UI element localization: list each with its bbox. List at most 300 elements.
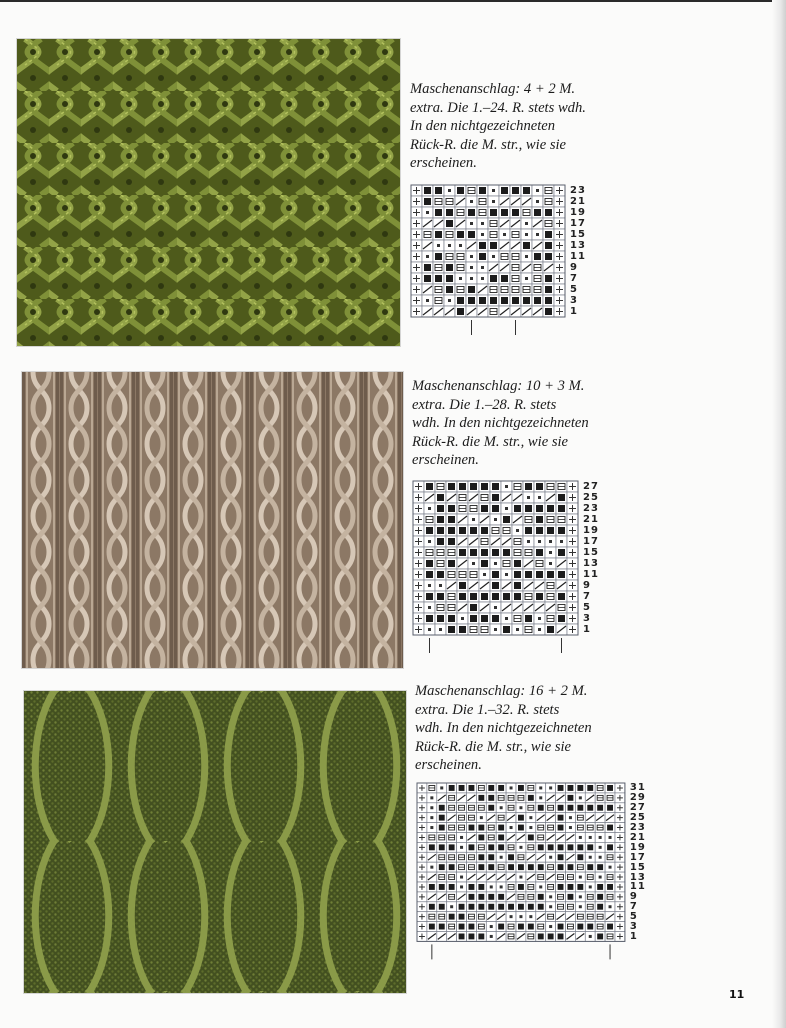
description-line: Maschenanschlag: 4 + 2 M.	[410, 81, 576, 97]
dot-symbol	[538, 540, 541, 543]
purl-symbol	[459, 582, 466, 589]
pattern-description-1	[410, 80, 586, 173]
purl-symbol	[479, 187, 486, 194]
dot-symbol	[569, 826, 572, 829]
purl-symbol	[567, 884, 573, 890]
description-line: extra. Die 1.–32. R. stets	[415, 701, 560, 718]
purl-symbol	[501, 275, 508, 282]
description-line: Maschenanschlag: 10 + 3 M.	[412, 378, 585, 394]
purl-symbol	[488, 854, 494, 860]
dot-symbol	[430, 826, 433, 829]
dot-symbol	[549, 786, 552, 789]
purl-symbol	[512, 297, 519, 304]
dot-symbol	[538, 628, 541, 631]
description-line: wdh. In den nichtgezeichneten	[415, 720, 592, 737]
purl-symbol	[449, 914, 455, 920]
dot-symbol	[589, 885, 592, 888]
purl-symbol	[478, 894, 484, 900]
dot-symbol	[460, 885, 463, 888]
purl-symbol	[481, 483, 488, 490]
purl-symbol	[577, 924, 583, 930]
purl-symbol	[439, 904, 445, 910]
purl-symbol	[597, 904, 603, 910]
dot-symbol	[430, 866, 433, 869]
purl-symbol	[536, 527, 543, 534]
purl-symbol	[518, 825, 524, 831]
row-number: 27	[629, 802, 646, 814]
dot-symbol	[529, 826, 532, 829]
purl-symbol	[536, 571, 543, 578]
purl-symbol	[435, 231, 442, 238]
purl-symbol	[577, 805, 583, 811]
purl-symbol	[558, 924, 564, 930]
purl-symbol	[459, 914, 465, 920]
row-number: 5	[570, 284, 578, 295]
description-line: In den nichtgezeichneten	[410, 118, 556, 135]
purl-symbol	[514, 593, 521, 600]
purl-symbol	[424, 198, 431, 205]
row-number: 17	[570, 218, 586, 229]
purl-symbol	[488, 904, 494, 910]
purl-symbol	[426, 571, 433, 578]
dot-symbol	[505, 507, 508, 510]
row-number: 3	[629, 921, 638, 933]
row-number: 9	[583, 580, 591, 591]
purl-symbol	[558, 884, 564, 890]
description-line: erscheinen.	[410, 155, 477, 172]
dot-symbol	[481, 233, 484, 236]
dot-symbol	[430, 796, 433, 799]
purl-symbol	[470, 593, 477, 600]
row-number: 19	[583, 525, 599, 536]
purl-symbol	[545, 242, 552, 249]
purl-symbol	[492, 571, 499, 578]
purl-symbol	[503, 549, 510, 556]
purl-symbol	[558, 933, 564, 939]
purl-symbol	[567, 844, 573, 850]
dot-symbol	[549, 905, 552, 908]
purl-symbol	[424, 275, 431, 282]
purl-symbol	[498, 894, 504, 900]
purl-symbol	[597, 933, 603, 939]
dot-symbol	[549, 856, 552, 859]
dot-symbol	[460, 876, 463, 879]
dot-symbol	[609, 866, 612, 869]
purl-symbol	[490, 209, 497, 216]
purl-symbol	[481, 527, 488, 534]
purl-symbol	[481, 593, 488, 600]
knit-swatch-photo-2	[22, 372, 403, 668]
purl-symbol	[429, 884, 435, 890]
dot-symbol	[428, 507, 431, 510]
purl-symbol	[528, 864, 534, 870]
purl-symbol	[503, 593, 510, 600]
purl-symbol	[547, 505, 554, 512]
purl-symbol	[528, 924, 534, 930]
dot-symbol	[426, 299, 429, 302]
row-number: 1	[570, 306, 578, 317]
dot-symbol	[529, 915, 532, 918]
purl-symbol	[446, 286, 453, 293]
purl-symbol	[538, 844, 544, 850]
dot-symbol	[529, 816, 532, 819]
purl-symbol	[490, 242, 497, 249]
purl-symbol	[439, 805, 445, 811]
row-number: 29	[629, 792, 646, 804]
purl-symbol	[567, 795, 573, 801]
dot-symbol	[579, 796, 582, 799]
purl-symbol	[459, 483, 466, 490]
purl-symbol	[558, 593, 565, 600]
dot-symbol	[536, 189, 539, 192]
dot-symbol	[579, 895, 582, 898]
purl-symbol	[501, 187, 508, 194]
dot-symbol	[500, 885, 503, 888]
purl-symbol	[459, 785, 465, 791]
dot-symbol	[510, 915, 513, 918]
purl-symbol	[439, 924, 445, 930]
purl-symbol	[558, 505, 565, 512]
dot-symbol	[539, 885, 542, 888]
dot-symbol	[549, 925, 552, 928]
purl-symbol	[468, 924, 474, 930]
purl-symbol	[424, 264, 431, 271]
purl-symbol	[468, 297, 475, 304]
purl-symbol	[492, 582, 499, 589]
pattern-description-3	[415, 682, 592, 775]
purl-symbol	[534, 297, 541, 304]
purl-symbol	[528, 834, 534, 840]
purl-symbol	[528, 904, 534, 910]
dot-symbol	[494, 562, 497, 565]
purl-symbol	[558, 825, 564, 831]
purl-symbol	[448, 483, 455, 490]
row-number: 23	[629, 822, 646, 834]
dot-symbol	[483, 573, 486, 576]
purl-symbol	[536, 516, 543, 523]
purl-symbol	[525, 571, 532, 578]
purl-symbol	[439, 844, 445, 850]
purl-symbol	[459, 933, 465, 939]
row-number: 13	[583, 558, 599, 569]
purl-symbol	[435, 253, 442, 260]
purl-symbol	[470, 604, 477, 611]
dot-symbol	[589, 836, 592, 839]
dot-symbol	[430, 816, 433, 819]
purl-symbol	[448, 560, 455, 567]
row-number: 17	[629, 851, 646, 863]
purl-symbol	[437, 505, 444, 512]
purl-symbol	[525, 615, 532, 622]
row-number: 21	[583, 514, 599, 525]
purl-symbol	[545, 286, 552, 293]
purl-symbol	[538, 805, 544, 811]
purl-symbol	[424, 187, 431, 194]
purl-symbol	[457, 231, 464, 238]
dot-symbol	[492, 200, 495, 203]
row-number: 15	[583, 547, 599, 558]
purl-symbol	[545, 308, 552, 315]
dot-symbol	[599, 846, 602, 849]
purl-symbol	[437, 527, 444, 534]
purl-symbol	[536, 593, 543, 600]
dot-symbol	[480, 816, 483, 819]
purl-symbol	[492, 593, 499, 600]
purl-symbol	[607, 924, 613, 930]
dot-symbol	[428, 628, 431, 631]
purl-symbol	[429, 924, 435, 930]
purl-symbol	[503, 626, 510, 633]
purl-symbol	[448, 538, 455, 545]
purl-symbol	[498, 834, 504, 840]
purl-symbol	[492, 483, 499, 490]
purl-symbol	[567, 785, 573, 791]
purl-symbol	[512, 187, 519, 194]
purl-symbol	[501, 297, 508, 304]
purl-symbol	[459, 626, 466, 633]
purl-symbol	[503, 516, 510, 523]
purl-symbol	[567, 864, 573, 870]
purl-symbol	[449, 844, 455, 850]
purl-symbol	[488, 894, 494, 900]
purl-symbol	[478, 864, 484, 870]
dot-symbol	[448, 244, 451, 247]
purl-symbol	[437, 615, 444, 622]
purl-symbol	[597, 864, 603, 870]
dot-symbol	[492, 255, 495, 258]
dot-symbol	[579, 905, 582, 908]
dot-symbol	[472, 562, 475, 565]
dot-symbol	[549, 562, 552, 565]
row-number: 21	[570, 196, 586, 207]
knit-swatch-photo-3	[24, 691, 406, 993]
dot-symbol	[516, 529, 519, 532]
purl-symbol	[558, 854, 564, 860]
description-line: erscheinen.	[412, 452, 479, 469]
purl-symbol	[479, 297, 486, 304]
purl-symbol	[478, 834, 484, 840]
purl-symbol	[501, 209, 508, 216]
purl-symbol	[437, 494, 444, 501]
knit-swatch-photo-1	[17, 39, 400, 346]
dot-symbol	[589, 935, 592, 938]
purl-symbol	[558, 805, 564, 811]
dot-symbol	[589, 856, 592, 859]
dot-symbol	[538, 617, 541, 620]
purl-symbol	[607, 805, 613, 811]
purl-symbol	[567, 894, 573, 900]
dot-symbol	[525, 233, 528, 236]
purl-symbol	[545, 231, 552, 238]
row-number: 1	[583, 624, 591, 635]
dot-symbol	[538, 496, 541, 499]
purl-symbol	[429, 844, 435, 850]
purl-symbol	[457, 297, 464, 304]
dot-symbol	[579, 836, 582, 839]
dot-symbol	[599, 836, 602, 839]
top-border	[0, 0, 786, 2]
purl-symbol	[468, 933, 474, 939]
purl-symbol	[558, 527, 565, 534]
purl-symbol	[478, 795, 484, 801]
dot-symbol	[428, 606, 431, 609]
dot-symbol	[461, 617, 464, 620]
purl-symbol	[478, 904, 484, 910]
row-number: 9	[570, 262, 578, 273]
dot-symbol	[549, 540, 552, 543]
row-number: 19	[629, 841, 646, 853]
row-number: 25	[583, 492, 599, 503]
chart-grid	[412, 480, 579, 656]
dot-symbol	[519, 806, 522, 809]
row-number: 11	[570, 251, 586, 262]
dot-symbol	[450, 905, 453, 908]
dot-symbol	[609, 905, 612, 908]
purl-symbol	[429, 904, 435, 910]
purl-symbol	[448, 615, 455, 622]
purl-symbol	[607, 844, 613, 850]
row-number: 25	[629, 812, 646, 824]
dot-symbol	[539, 796, 542, 799]
dot-symbol	[500, 806, 503, 809]
dot-symbol	[448, 189, 451, 192]
chart-cells	[417, 783, 625, 959]
purl-symbol	[470, 615, 477, 622]
dot-symbol	[470, 200, 473, 203]
row-number: 9	[629, 891, 638, 903]
chart-grid	[416, 782, 626, 962]
dot-symbol	[510, 786, 513, 789]
row-number: 7	[570, 273, 578, 284]
purl-symbol	[518, 924, 524, 930]
purl-symbol	[470, 549, 477, 556]
dot-symbol	[516, 628, 519, 631]
dot-symbol	[460, 836, 463, 839]
row-number: 31	[629, 782, 646, 794]
dot-symbol	[472, 518, 475, 521]
description-line: extra. Die 1.–28. R. stets	[412, 396, 557, 413]
purl-symbol	[607, 785, 613, 791]
dot-symbol	[439, 584, 442, 587]
purl-symbol	[437, 538, 444, 545]
purl-symbol	[498, 904, 504, 910]
purl-symbol	[492, 494, 499, 501]
purl-symbol	[481, 505, 488, 512]
dot-symbol	[549, 551, 552, 554]
purl-symbol	[518, 785, 524, 791]
purl-symbol	[548, 844, 554, 850]
dot-symbol	[440, 786, 443, 789]
dot-symbol	[569, 816, 572, 819]
purl-symbol	[514, 582, 521, 589]
row-number: 23	[570, 185, 586, 196]
purl-symbol	[490, 275, 497, 282]
dot-symbol	[470, 222, 473, 225]
purl-symbol	[488, 785, 494, 791]
purl-symbol	[558, 615, 565, 622]
dot-symbol	[505, 485, 508, 488]
purl-symbol	[446, 209, 453, 216]
purl-symbol	[528, 795, 534, 801]
purl-symbol	[449, 785, 455, 791]
purl-symbol	[587, 844, 593, 850]
row-number: 17	[583, 536, 599, 547]
purl-symbol	[468, 286, 475, 293]
purl-symbol	[478, 825, 484, 831]
dot-symbol	[481, 266, 484, 269]
purl-symbol	[479, 242, 486, 249]
purl-symbol	[523, 242, 530, 249]
purl-symbol	[459, 549, 466, 556]
dot-symbol	[494, 628, 497, 631]
dot-symbol	[426, 211, 429, 214]
purl-symbol	[498, 844, 504, 850]
description-line: Rück-R. die M. str., wie sie	[410, 136, 567, 153]
purl-symbol	[439, 864, 445, 870]
dot-symbol	[481, 277, 484, 280]
purl-symbol	[448, 626, 455, 633]
row-number: 11	[629, 881, 646, 893]
purl-symbol	[446, 220, 453, 227]
dot-symbol	[505, 617, 508, 620]
dot-symbol	[500, 856, 503, 859]
purl-symbol	[545, 209, 552, 216]
knitting-chart-1	[410, 184, 594, 338]
purl-symbol	[512, 209, 519, 216]
dot-symbol	[536, 200, 539, 203]
purl-symbol	[536, 505, 543, 512]
dot-symbol	[460, 846, 463, 849]
purl-symbol	[446, 275, 453, 282]
purl-symbol	[514, 505, 521, 512]
dot-symbol	[560, 540, 563, 543]
dot-symbol	[490, 935, 493, 938]
dot-symbol	[519, 876, 522, 879]
purl-symbol	[536, 483, 543, 490]
purl-symbol	[449, 884, 455, 890]
purl-symbol	[525, 527, 532, 534]
purl-symbol	[597, 884, 603, 890]
purl-symbol	[597, 894, 603, 900]
purl-symbol	[492, 615, 499, 622]
purl-symbol	[558, 494, 565, 501]
purl-symbol	[435, 275, 442, 282]
dot-symbol	[439, 628, 442, 631]
purl-symbol	[558, 549, 565, 556]
purl-symbol	[558, 815, 564, 821]
purl-symbol	[558, 864, 564, 870]
purl-symbol	[488, 864, 494, 870]
row-number: 19	[570, 207, 586, 218]
knitting-chart-3	[416, 782, 654, 962]
purl-symbol	[481, 549, 488, 556]
purl-symbol	[525, 505, 532, 512]
row-number: 23	[583, 503, 599, 514]
purl-symbol	[498, 785, 504, 791]
purl-symbol	[448, 505, 455, 512]
chart-cells	[411, 185, 565, 335]
dot-symbol	[470, 255, 473, 258]
row-number: 13	[629, 871, 646, 883]
dot-symbol	[609, 836, 612, 839]
purl-symbol	[518, 904, 524, 910]
purl-symbol	[468, 904, 474, 910]
purl-symbol	[587, 805, 593, 811]
dot-symbol	[430, 806, 433, 809]
dot-symbol	[459, 244, 462, 247]
dot-symbol	[599, 876, 602, 879]
purl-symbol	[545, 275, 552, 282]
